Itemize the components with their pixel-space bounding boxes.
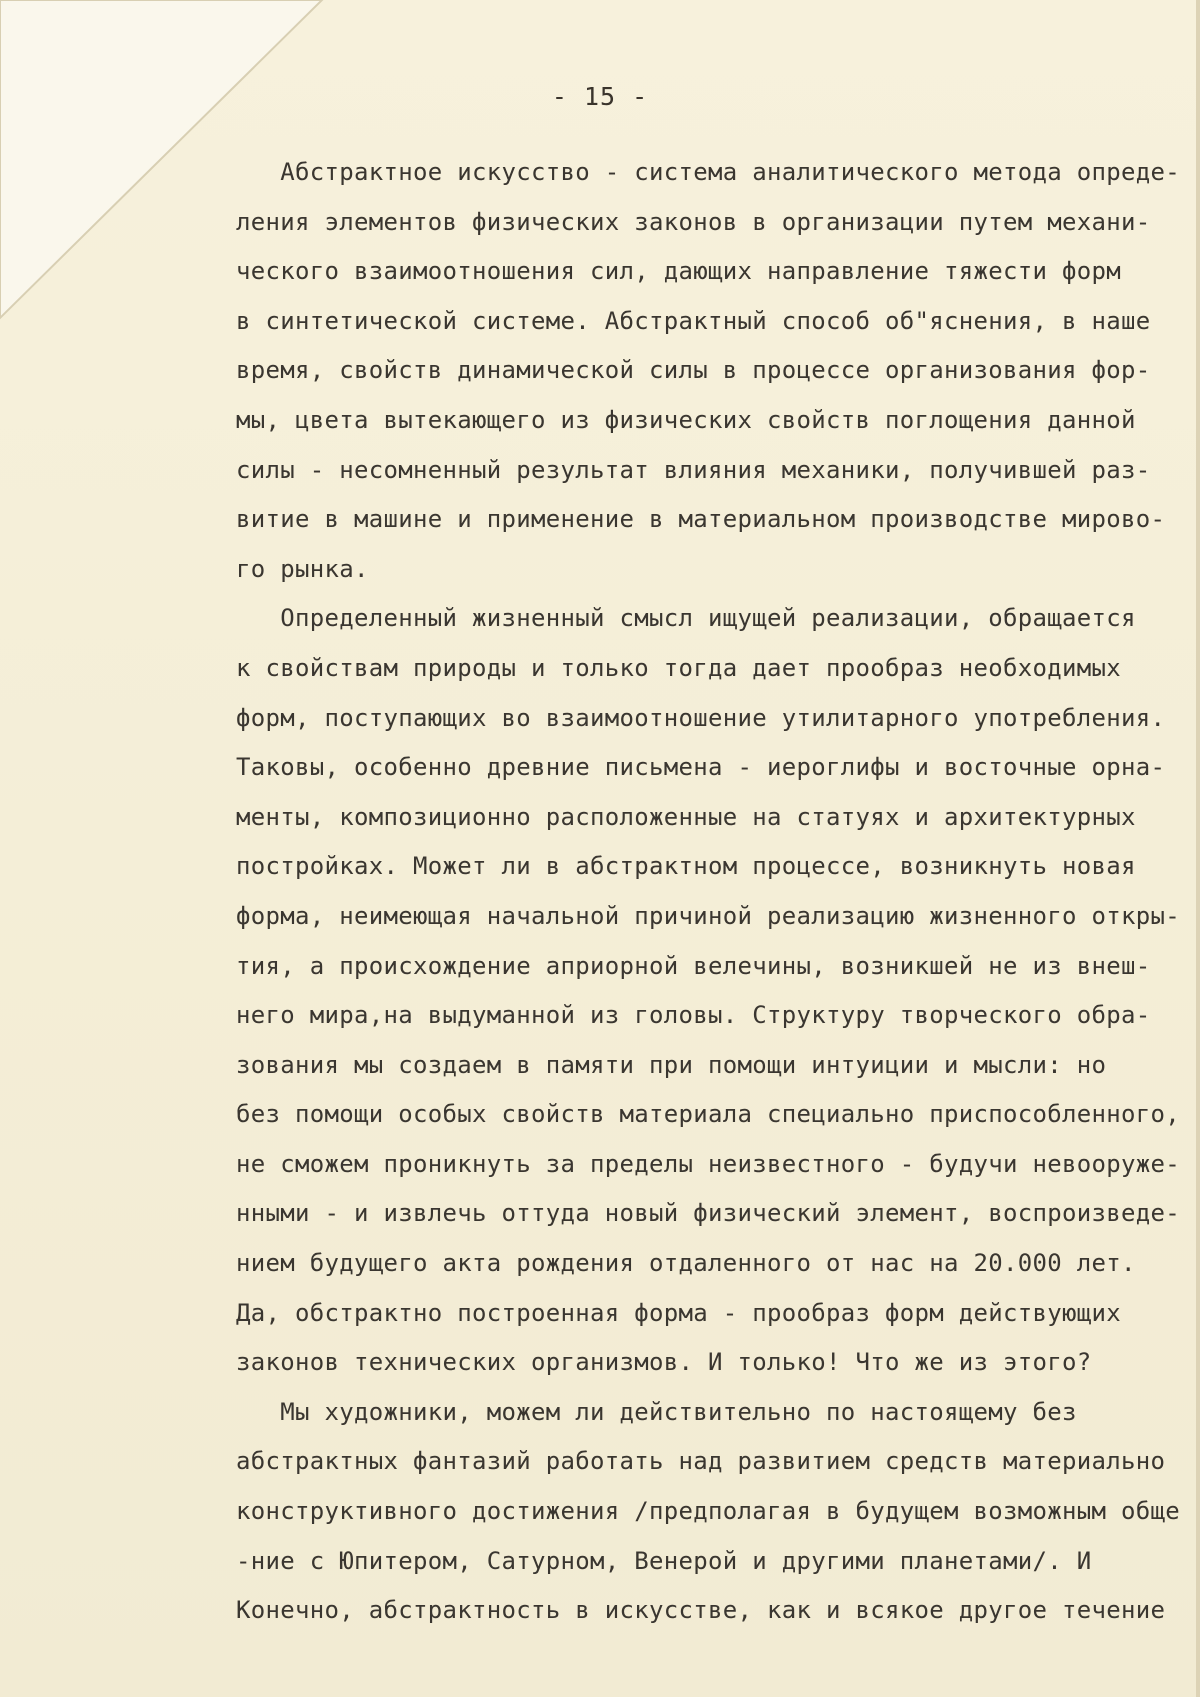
text-line: го рынка. <box>236 554 369 583</box>
typewritten-text <box>236 148 1196 1636</box>
text-line: нными - и извлечь оттуда новый физический элемент, воспроизведе- <box>236 1199 1180 1228</box>
text-line: витие в машине и применение в материальном производстве мирово- <box>236 505 1166 534</box>
text-line: ления элементов физических законов в организации путем механи- <box>236 207 1151 236</box>
text-line: Мы художники, можем ли действительно по настоящему без <box>236 1397 1077 1426</box>
text-line: форм, поступающих во взаимоотношение утилитарного употребления. <box>236 703 1166 732</box>
text-line: силы - несомненный результат влияния механики, получившей раз- <box>236 455 1151 484</box>
text-line: Абстрактное искусство - система аналитического метода опреде- <box>236 158 1180 186</box>
text-line: не сможем проникнуть за пределы неизвестного - будучи невооруже- <box>236 1149 1180 1178</box>
text-line: время, свойств динамической силы в процессе организования фор- <box>236 356 1151 385</box>
text-line: законов технических организмов. И только! Что же из этого? <box>236 1348 1092 1377</box>
text-line: нием будущего акта рождения отдаленного от нас на 20.000 лет. <box>236 1249 1136 1278</box>
text-line: постройках. Может ли в абстрактном процессе, возникнуть новая <box>236 852 1136 881</box>
text-line: в синтетической системе. Абстрактный способ об"яснения, в наше <box>236 306 1151 335</box>
text-line: без помощи особых свойств материала специально приспособленного, <box>236 1100 1180 1129</box>
text-line: менты, композиционно расположенные на статуях и архитектурных <box>236 802 1136 831</box>
page-edge <box>1196 0 1200 1697</box>
text-line: конструктивного достижения /предполагая в будущем возможным обще <box>236 1497 1180 1526</box>
text-line: к свойствам природы и только тогда дает прообраз необходимых <box>236 653 1121 682</box>
text-line: ческого взаимоотношения сил, дающих направление тяжести форм <box>236 257 1121 286</box>
text-line: тия, а происхождение априорной велечины, возникшей не из внеш- <box>236 951 1151 980</box>
text-line: Определенный жизненный смысл ищущей реализации, обращается <box>236 604 1136 633</box>
text-line: Конечно, абстрактность в искусстве, как и всякое другое течение <box>236 1596 1166 1625</box>
text-line: мы, цвета вытекающего из физических свойств поглощения данной <box>236 405 1136 434</box>
text-line: зования мы создаем в памяти при помощи интуиции и мысли: но <box>236 1050 1107 1079</box>
text-line: абстрактных фантазий работать над развитием средств материально <box>236 1447 1166 1476</box>
text-line: -ние с Юпитером, Сатурном, Венерой и другими планетами/. И <box>236 1546 1092 1575</box>
text-line: Таковы, особенно древние письмена - иероглифы и восточные орна- <box>236 753 1166 782</box>
text-line: него мира,на выдуманной из головы. Структуру творческого обра- <box>236 1001 1151 1030</box>
page-number: - 15 - <box>551 82 649 111</box>
text-line: форма, неимеющая начальной причиной реализацию жизненного откры- <box>236 901 1180 930</box>
text-line: Да, обстрактно построенная форма - прообраз форм действующих <box>236 1298 1121 1327</box>
